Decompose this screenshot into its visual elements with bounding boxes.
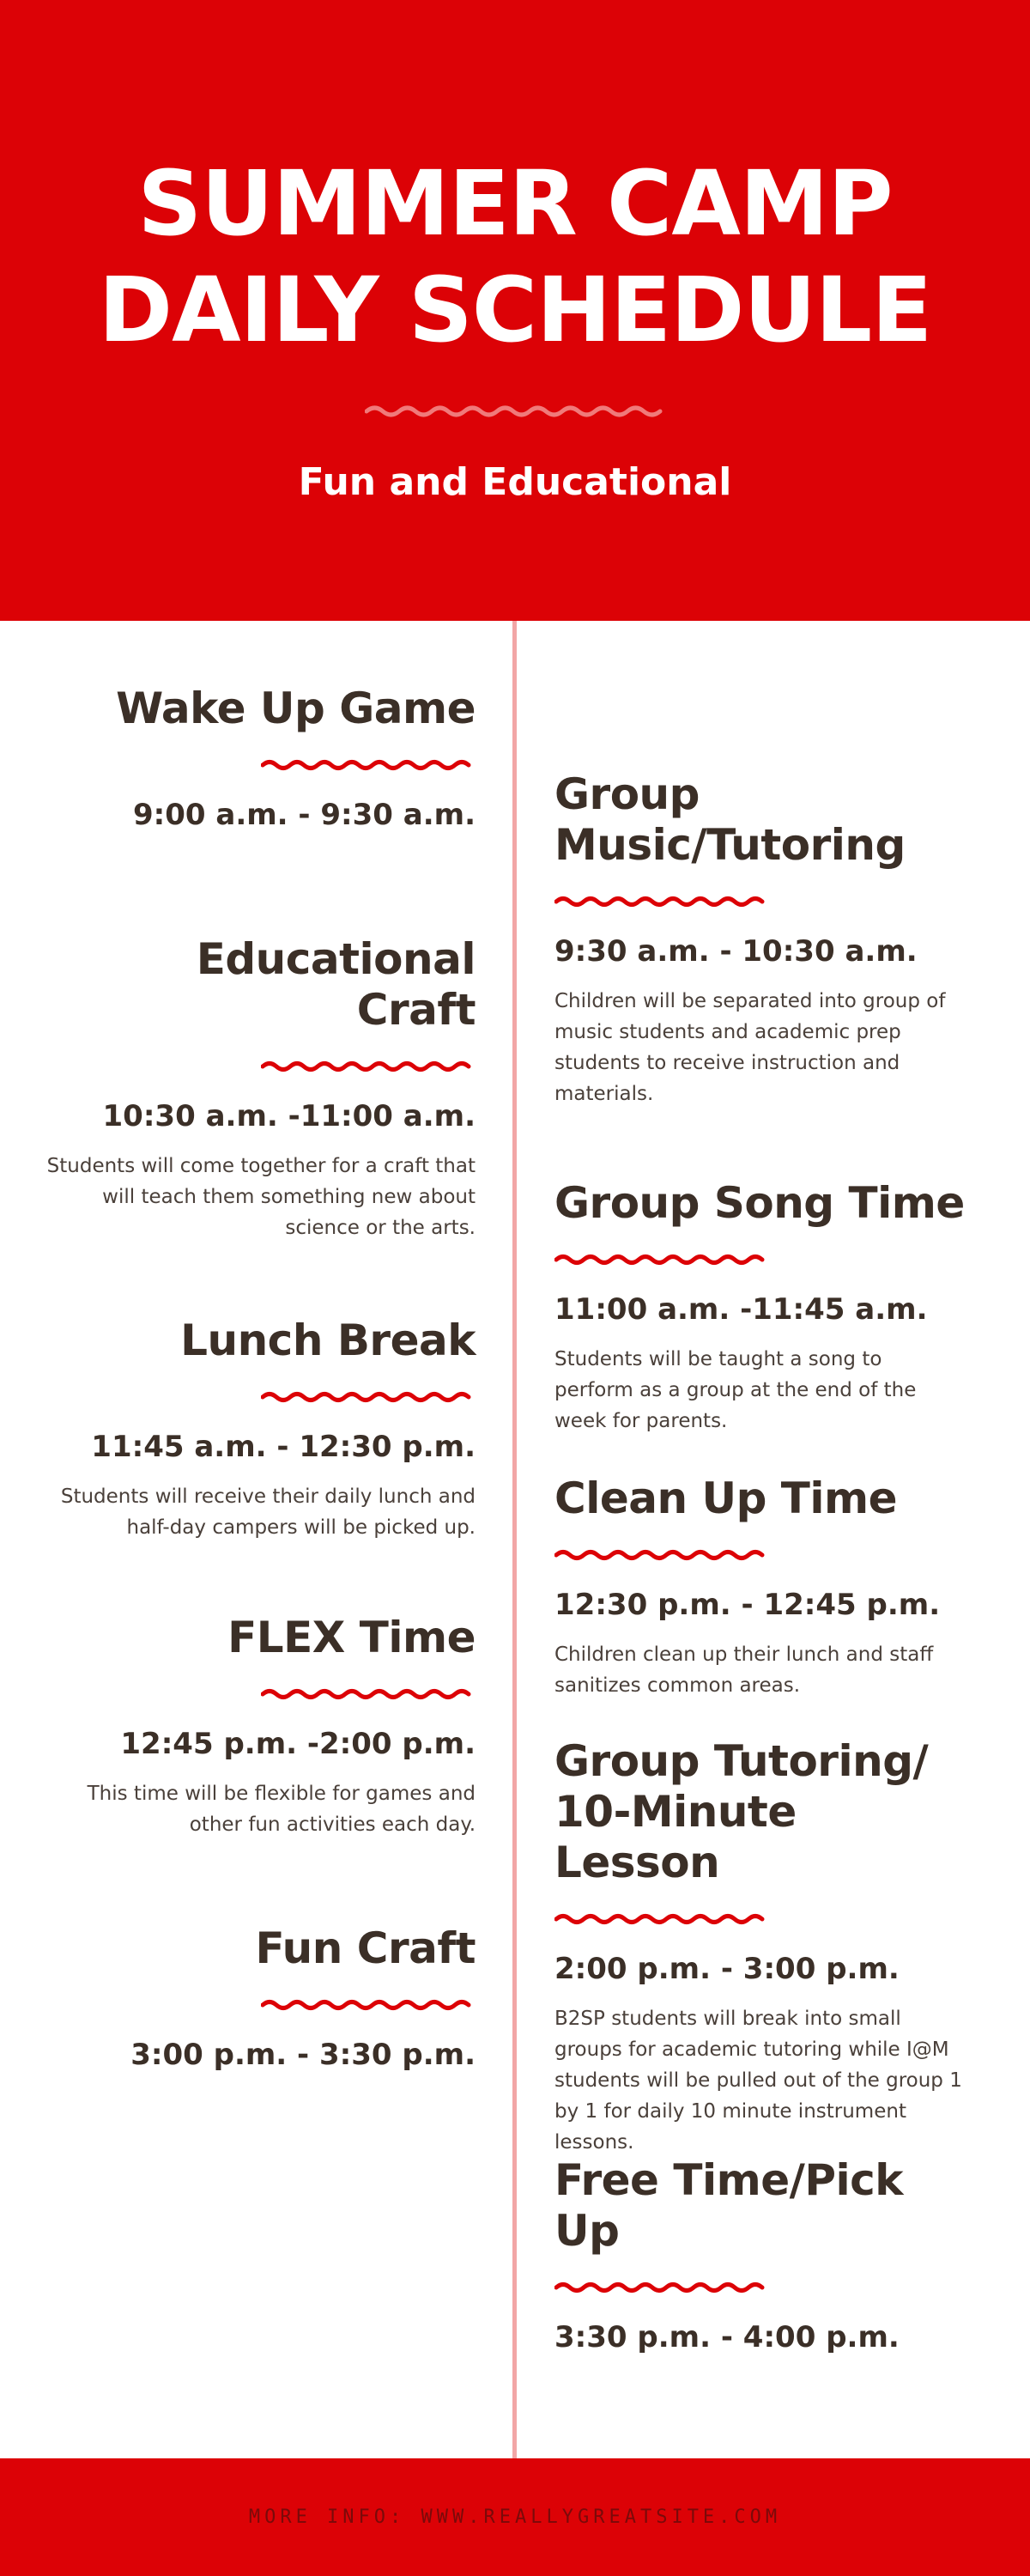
schedule-item-title: FLEX Time (227, 1613, 476, 1662)
schedule-item-description: Students will come together for a craft that will teach them something new about science or the arts. (46, 1155, 476, 1239)
schedule-item-flex-time (29, 1613, 476, 1840)
page-subtitle: Fun and Educational (298, 460, 732, 504)
schedule-item-time: 12:30 p.m. - 12:45 p.m. (554, 1588, 941, 1622)
schedule-item-time: 10:30 a.m. -11:00 a.m. (102, 1099, 476, 1133)
schedule-item-time: 11:45 a.m. - 12:30 p.m. (91, 1430, 476, 1464)
timeline-divider (512, 621, 517, 2458)
schedule-item-time: 9:00 a.m. - 9:30 a.m. (132, 798, 476, 832)
schedule-item-group-song-time (554, 1178, 966, 1437)
red-wave-divider (261, 758, 476, 772)
red-wave-divider (554, 1548, 769, 1562)
schedule-item-description: This time will be flexible for games and other fun activities each day. (87, 1783, 476, 1836)
schedule-item-clean-up-time (554, 1473, 966, 1701)
schedule-item-time: 12:45 p.m. -2:00 p.m. (120, 1727, 476, 1761)
schedule-item-time: 3:00 p.m. - 3:30 p.m. (130, 2038, 476, 2072)
red-wave-divider (554, 895, 769, 908)
schedule-item-title: Educational Craft (196, 934, 476, 1035)
page-title (0, 150, 1030, 363)
schedule-item-free-time-pick-up (554, 2155, 966, 2356)
schedule-item-time: 3:30 p.m. - 4:00 p.m. (554, 2320, 900, 2354)
schedule-item-time: 11:00 a.m. -11:45 a.m. (554, 1292, 928, 1327)
schedule-item-time: 9:30 a.m. - 10:30 a.m. (554, 934, 918, 969)
schedule-item-description: Students will receive their daily lunch and half-day campers will be picked up. (60, 1485, 476, 1539)
schedule-item-group-music-tutoring (554, 769, 966, 1109)
header-banner (0, 0, 1030, 621)
schedule-item-title: Clean Up Time (554, 1473, 898, 1523)
schedule-item-description: Children will be separated into group of music students and academic prep students to receive instruction and materials. (554, 990, 946, 1105)
red-wave-divider (261, 1390, 476, 1404)
red-wave-divider (261, 1687, 476, 1701)
schedule-item-lunch-break (29, 1315, 476, 1543)
schedule-item-title: Group Song Time (554, 1178, 965, 1228)
footer-website-link[interactable]: MORE INFO: WWW.REALLYGREATSITE.COM (248, 2506, 782, 2528)
schedule-item-title: Wake Up Game (116, 683, 476, 733)
red-wave-divider (261, 1998, 476, 2012)
header-wave-divider (365, 404, 665, 419)
schedule-item-title: Group Music/Tutoring (554, 769, 906, 870)
schedule-item-wake-up-game (29, 683, 476, 834)
red-wave-divider (261, 1060, 476, 1073)
title-line-1: SUMMER CAMP (137, 151, 893, 256)
schedule-item-description: B2SP students will break into small groups for academic tutoring while I@M students will be pulled out of the group 1 by 1 for daily 10 minute instrument lessons. (554, 2008, 962, 2154)
red-wave-divider (554, 1253, 769, 1267)
schedule-item-description: Students will be taught a song to perform as a group at the end of the week for parents. (554, 1348, 917, 1432)
schedule-item-group-tutoring-lesson (554, 1736, 966, 2158)
schedule-item-time: 2:00 p.m. - 3:00 p.m. (554, 1952, 900, 1986)
schedule-item-title: Lunch Break (180, 1315, 476, 1365)
schedule-item-title: Free Time/Pick Up (554, 2155, 904, 2256)
red-wave-divider (554, 2281, 769, 2294)
title-line-2: DAILY SCHEDULE (98, 258, 932, 362)
schedule-item-title: Group Tutoring/ 10-Minute Lesson (554, 1736, 929, 1887)
red-wave-divider (554, 1912, 769, 1926)
schedule-item-educational-craft (29, 934, 476, 1243)
schedule-item-title: Fun Craft (255, 1923, 476, 1973)
schedule-item-description: Children clean up their lunch and staff sanitizes common areas. (554, 1643, 934, 1697)
footer-banner (0, 2458, 1030, 2576)
schedule-item-fun-craft (29, 1923, 476, 2074)
